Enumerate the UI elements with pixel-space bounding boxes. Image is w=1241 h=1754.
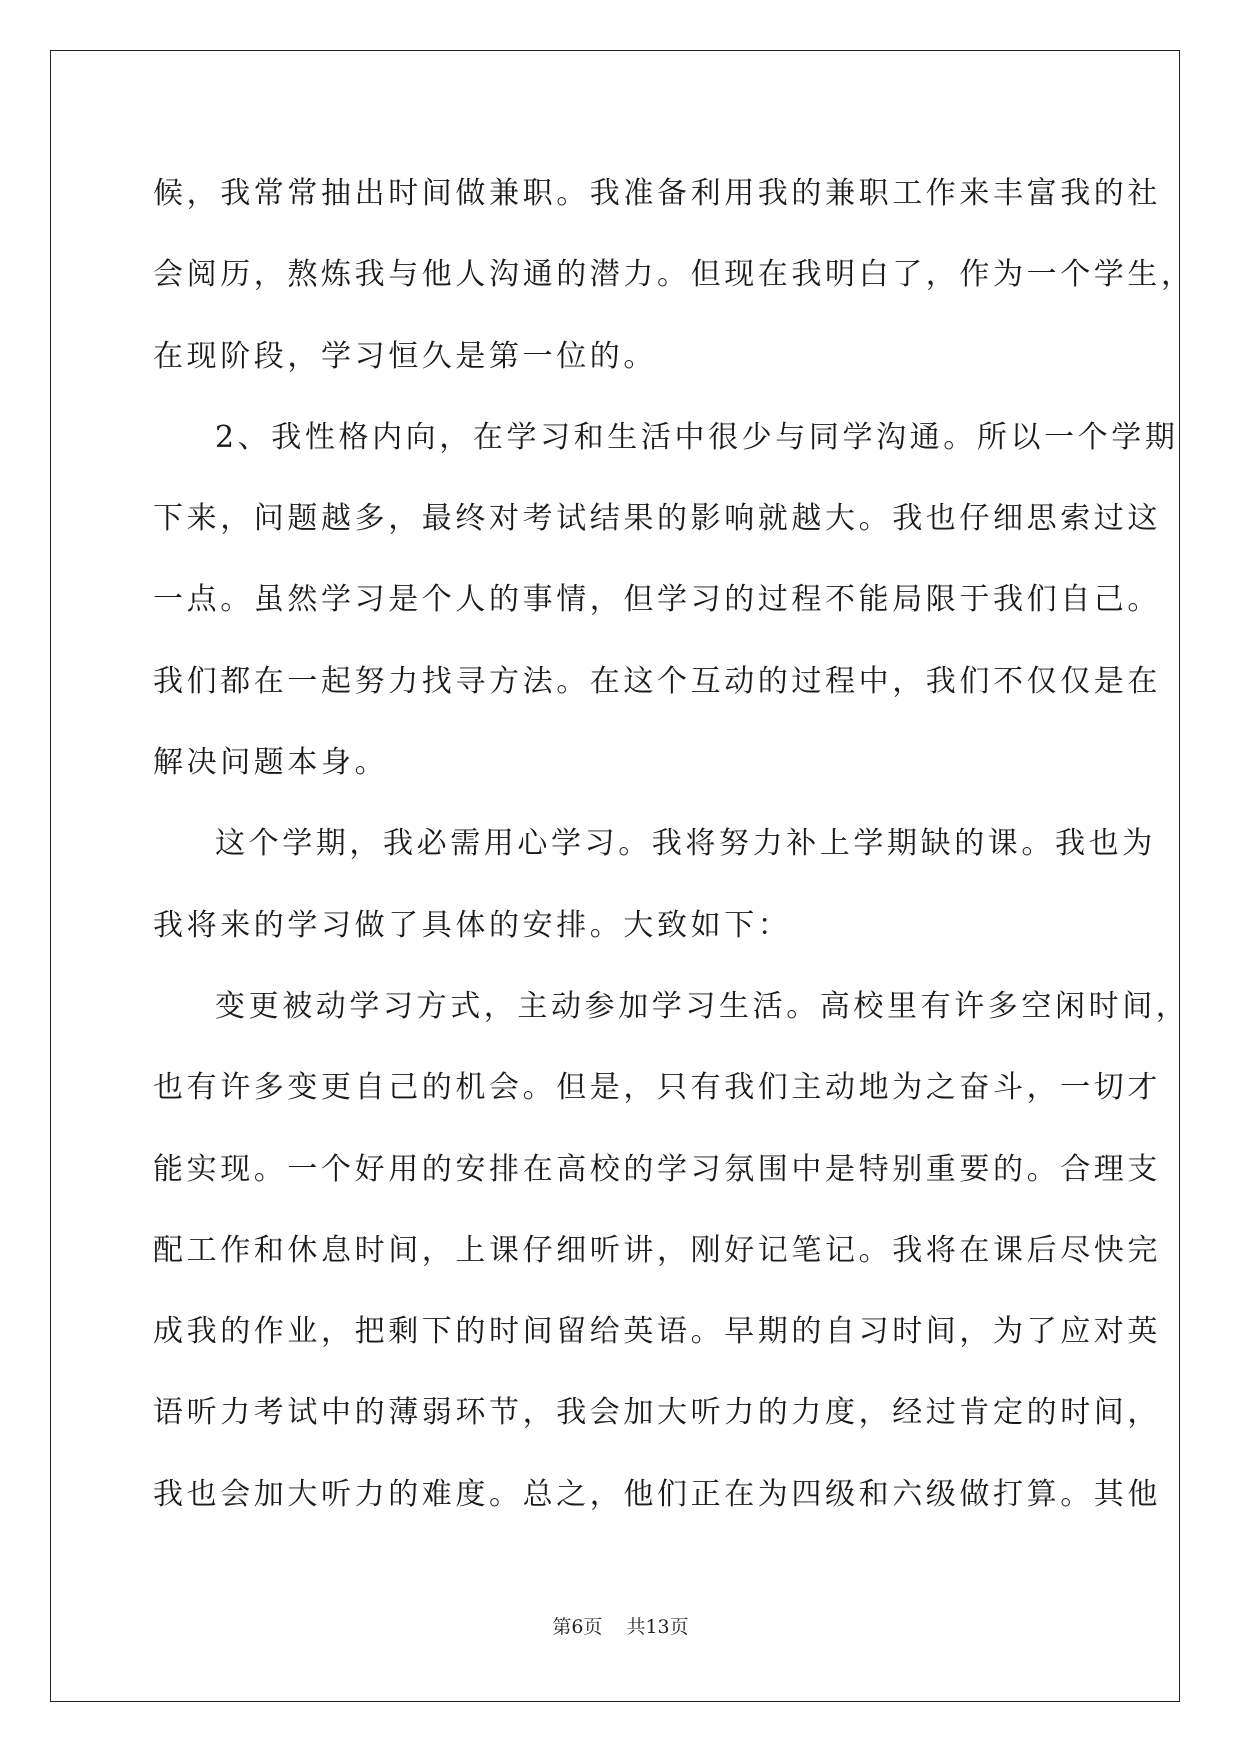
text-line: 这个学期，我必需用心学习。我将努力补上学期缺的课。我也为 (215, 826, 1156, 862)
text-line: 变更被动学习方式，主动参加学习生活。高校里有许多空闲时间， (215, 988, 1190, 1024)
text-line: 候，我常常抽出时间做兼职。我准备利用我的兼职工作来丰富我的社 (153, 176, 1161, 211)
text-line: 会阅历，熬炼我与他人沟通的潜力。但现在我明白了，作为一个学生， (153, 257, 1195, 293)
page-footer (0, 1612, 1241, 1639)
text-line: 语听力考试中的薄弱环节，我会加大听力的力度，经过肯定的时间， (153, 1395, 1161, 1431)
page-number: 第6页 (552, 1616, 603, 1638)
text-line: 2、我性格内向，在学习和生活中很少与同学沟通。所以一个学期 (215, 419, 1179, 455)
page-total: 共13页 (626, 1616, 689, 1638)
text-line: 下来，问题越多，最终对考试结果的影响就越大。我也仔细思索过这 (153, 501, 1161, 537)
text-line: 我也会加大听力的难度。总之，他们正在为四级和六级做打算。其他 (153, 1476, 1161, 1512)
text-line: 在现阶段，学习恒久是第一位的。 (153, 338, 657, 374)
document-body (153, 160, 1195, 1542)
text-line: 解决问题本身。 (153, 745, 389, 781)
text-line: 一点。虽然学习是个人的事情，但学习的过程不能局限于我们自己。 (153, 582, 1161, 618)
text-line: 我们都在一起努力找寻方法。在这个互动的过程中，我们不仅仅是在 (153, 663, 1161, 699)
text-line: 成我的作业，把剩下的时间留给英语。早期的自习时间，为了应对英 (153, 1314, 1161, 1350)
text-line: 我将来的学习做了具体的安排。大致如下： (153, 907, 792, 943)
text-line: 也有许多变更自己的机会。但是，只有我们主动地为之奋斗，一切才 (153, 1070, 1161, 1106)
text-line: 能实现。一个好用的安排在高校的学习氛围中是特别重要的。合理支 (153, 1151, 1161, 1187)
text-line: 配工作和休息时间，上课仔细听讲，刚好记笔记。我将在课后尽快完 (153, 1232, 1161, 1268)
